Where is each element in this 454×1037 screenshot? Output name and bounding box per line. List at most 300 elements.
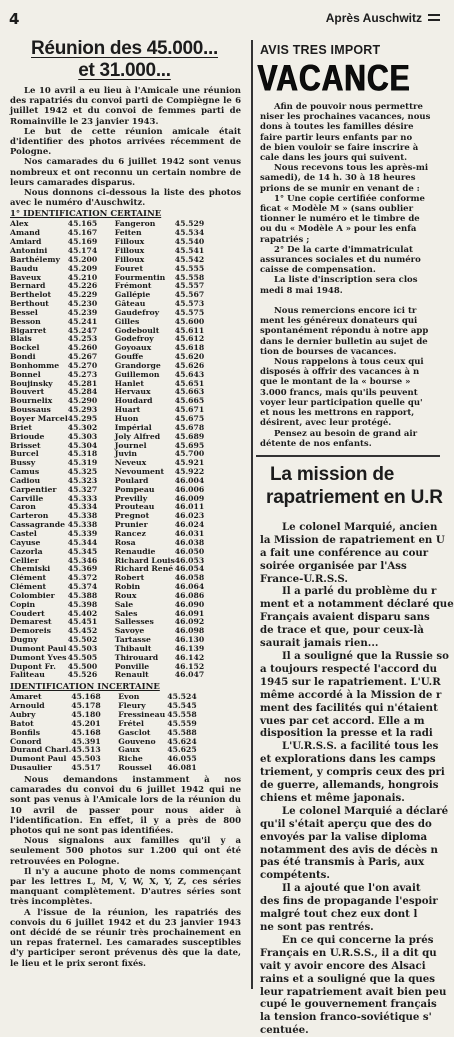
person-name: Fouret (114, 263, 143, 273)
person-name: Bonnel (10, 369, 41, 379)
auschwitz-number: 45.323 (67, 475, 98, 485)
auschwitz-number: 45.663 (174, 387, 205, 397)
auschwitz-number: 45.168 (71, 727, 101, 737)
intro-paragraph-1: Le 10 avril a eu lieu à l'Amicale une réunion des rapatriés du convoi parti de Compiègne le 6 juillet 1942 et du convoi de femmes parti de Romainville le 23 janvier 1943. (10, 86, 241, 127)
auschwitz-number: 45.524 (167, 692, 197, 702)
text-line: Nous rappelons à tous ceux qui (274, 357, 424, 368)
person-name: Bernard (10, 281, 46, 291)
text-line: assurances sociales et du numéro (260, 255, 421, 266)
auschwitz-number: 45.304 (67, 440, 98, 450)
auschwitz-number: 46.038 (174, 537, 205, 547)
text-line: Il a ajouté que l'on avait (282, 882, 421, 895)
person-name: Dumont Paul (10, 643, 67, 653)
notice-title: AVIS TRES IMPORT (260, 43, 381, 57)
auschwitz-number: 46.023 (174, 511, 205, 521)
person-name: Savoye (114, 626, 145, 636)
person-name: Gilles (114, 316, 140, 326)
intro-paragraph-3: Nos camarades du 6 juillet 1942 sont venus nombreux et ont reconnu un certain nombre de leurs camarades disparus. (10, 157, 241, 188)
person-name: Arnould (10, 701, 45, 711)
auschwitz-number: 45.671 (174, 405, 205, 415)
article-title-line2: et 31.000... (78, 60, 171, 81)
auschwitz-number: 45.612 (174, 334, 205, 344)
auschwitz-number: 45.253 (67, 334, 98, 344)
auschwitz-number: 45.559 (167, 718, 197, 728)
auschwitz-number: 45.180 (71, 710, 101, 719)
running-title: Après Auschwitz (325, 11, 422, 25)
auschwitz-number: 45.338 (67, 511, 98, 521)
person-name: Dusaulier (10, 763, 52, 773)
text-line: détente de nos enfants. (260, 438, 372, 449)
auschwitz-number: 45.333 (67, 493, 98, 503)
auschwitz-number: 46.098 (174, 626, 205, 636)
auschwitz-number: 45.451 (67, 617, 98, 627)
vacances-banner: VACANCE (257, 58, 411, 100)
person-name: Boussaus (10, 405, 51, 415)
person-name: Copin (10, 599, 36, 609)
auschwitz-number: 45.165 (67, 219, 98, 229)
text-line: et nous les mettrons en rapport, (260, 408, 415, 419)
person-name: Brioude (10, 431, 45, 441)
auschwitz-number: 45.168 (71, 692, 101, 702)
auschwitz-number: 46.152 (174, 661, 205, 671)
person-name: Batot (10, 718, 34, 728)
person-name: Feiten (114, 228, 142, 238)
auschwitz-number: 45.651 (174, 378, 205, 388)
header-rule (428, 14, 440, 21)
person-name: Robert (114, 573, 145, 583)
auschwitz-number: 45.675 (174, 414, 205, 423)
auschwitz-number: 45.339 (67, 528, 98, 538)
auschwitz-number: 46.050 (174, 546, 205, 556)
person-name: Amaret (10, 692, 42, 702)
person-name: Grandorge (114, 360, 161, 370)
person-name: Sales (114, 608, 138, 618)
person-name: Cadiou (10, 475, 41, 485)
person-name: Previlly (114, 493, 148, 503)
text-line (256, 296, 440, 306)
auschwitz-number: 45.588 (167, 727, 197, 737)
auschwitz-number: 46.092 (174, 617, 205, 627)
person-name: Bondi (10, 352, 36, 362)
text-line: L'U.R.S.S. a facilité tous les (282, 740, 439, 753)
auschwitz-number: 45.209 (67, 263, 98, 273)
auschwitz-number: 46.090 (174, 599, 205, 609)
text-line: rains et a souligné que la ques (260, 972, 435, 985)
auschwitz-number: 45.230 (67, 299, 98, 309)
auschwitz-number: 45.575 (174, 307, 205, 317)
person-name: Gâteau (114, 299, 146, 309)
auschwitz-number: 45.567 (174, 290, 205, 300)
auschwitz-number: 45.229 (67, 290, 98, 300)
text-line: vues par cet accord. Elle a m (260, 714, 425, 727)
auschwitz-number: 45.452 (67, 626, 98, 636)
text-line: ment les généreux donateurs qui (260, 316, 418, 327)
person-name: Evon (118, 692, 140, 702)
person-name: Rosa (114, 537, 136, 547)
person-name: Renault (114, 670, 149, 680)
person-name: Amand (10, 228, 41, 238)
text-line: spontanément répondu à notre app (260, 326, 429, 337)
person-name: Thirouard (114, 652, 159, 662)
person-name: Chemiski (10, 564, 51, 574)
text-line: leur rapatriement avait bien peu (260, 985, 447, 998)
closing-paragraph-4: A l'issue de la réunion, les rapatriés des convois du 6 juillet 1942 et du 23 janvier 1943 ont décidé de se réunir très prochainement en un repas fraternel. Les camarades susceptibles d'y participer seront prévenus dès que la date, le lieu et le prix seront fixés. (10, 907, 241, 969)
person-name: Castel (10, 528, 37, 538)
person-name: Rancez (114, 528, 146, 538)
text-line: Français en U.R.S.S., il a dit qu (260, 946, 437, 959)
person-name: Burcel (10, 449, 39, 459)
text-line: tion de bourses de vacances. (260, 346, 397, 357)
auschwitz-number: 45.529 (174, 219, 205, 229)
auschwitz-number: 46.024 (174, 520, 205, 530)
person-name: Pompeau (114, 484, 155, 494)
person-name: Fourmentin (114, 272, 166, 282)
text-line: 2° De la carte d'immatriculat (274, 244, 413, 255)
person-name: Carville (10, 493, 44, 503)
person-name: Thibault (114, 643, 152, 653)
person-name: Conord (10, 736, 42, 746)
auschwitz-number: 45.346 (67, 555, 98, 565)
auschwitz-number: 45.273 (67, 369, 98, 379)
person-name: Brisset (10, 440, 41, 450)
auschwitz-number: 46.053 (174, 555, 205, 565)
auschwitz-number: 45.503 (71, 754, 101, 764)
auschwitz-number: 45.526 (67, 670, 98, 680)
auschwitz-number: 46.130 (174, 635, 205, 645)
person-name: Berthelot (10, 290, 52, 300)
auschwitz-number: 46.054 (174, 564, 205, 574)
person-name: Roux (114, 590, 137, 600)
text-line: la Mission de rapatriement en U (260, 533, 445, 546)
text-line: ment et a notamment déclaré que (260, 598, 454, 611)
person-name: Carpentier (10, 484, 57, 494)
closing-paragraph-2: Nous signalons aux familles qu'il y a seulement 500 photos sur 1.200 qui ont été retrouvées en Pologne. (10, 836, 241, 867)
auschwitz-number: 45.700 (174, 449, 205, 459)
table-row (10, 764, 214, 773)
auschwitz-number: 45.665 (174, 396, 205, 406)
text-line: disposition la presse et la radi (260, 727, 433, 740)
person-name: Nevoument (114, 467, 165, 477)
person-name: Impérial (114, 422, 152, 432)
auschwitz-number: 45.303 (67, 431, 98, 441)
person-name: Godefroy (114, 334, 154, 344)
auschwitz-number: 45.398 (67, 599, 98, 609)
auschwitz-number: 46.058 (174, 573, 205, 583)
auschwitz-number: 45.541 (174, 245, 205, 255)
auschwitz-number: 45.293 (67, 405, 98, 415)
auschwitz-number: 45.281 (67, 378, 98, 388)
person-name: Robin (114, 582, 141, 592)
auschwitz-number: 45.319 (67, 458, 98, 468)
auschwitz-number: 45.290 (67, 396, 98, 406)
auschwitz-number: 46.006 (174, 484, 205, 494)
person-name: Prunier (114, 520, 148, 530)
auschwitz-number: 45.372 (67, 573, 98, 583)
person-name: Joly Alfred (114, 431, 161, 441)
person-name: Demarest (10, 617, 52, 627)
auschwitz-number: 45.260 (67, 343, 98, 353)
person-name: Boyer Marcel (10, 414, 68, 423)
auschwitz-number: 45.334 (67, 502, 98, 512)
person-name: Bessel (10, 307, 38, 317)
auschwitz-number: 45.270 (67, 360, 98, 370)
auschwitz-number: 45.338 (67, 520, 98, 530)
auschwitz-number: 45.555 (174, 263, 205, 273)
auschwitz-number: 45.210 (67, 272, 98, 282)
text-line: désirent, avec leur protégé. (260, 418, 392, 429)
auschwitz-number: 45.643 (174, 369, 205, 379)
person-name: Briet (10, 422, 32, 432)
person-name: Houdard (114, 396, 153, 406)
right-column (256, 38, 454, 1037)
auschwitz-number: 45.284 (67, 387, 98, 397)
text-line: dons à toutes les familles désire (260, 122, 414, 133)
text-line: soirée organisée par l'Ass (260, 559, 407, 572)
text-line: La liste d'inscription sera clos (274, 275, 418, 286)
text-line: Le colonel Marquié, ancien (282, 520, 438, 533)
person-name: Blais (10, 334, 32, 344)
auschwitz-number: 45.503 (67, 643, 98, 653)
person-name: Dumont Yves (10, 652, 67, 662)
auschwitz-number: 45.325 (67, 467, 98, 477)
text-line: vait y avoir encore des Alsaci (260, 959, 426, 972)
person-name: Fleury (118, 701, 146, 711)
text-line: Il a parlé du problème du r (282, 585, 437, 598)
text-line: 3.000 francs, mais qu'ils peuvent (260, 387, 418, 398)
auschwitz-number: 45.922 (174, 467, 205, 477)
person-name: Sallesses (114, 617, 154, 627)
text-line: Le colonel Marquié a déclaré (282, 804, 449, 817)
text-line: Il a souligné que la Russie so (282, 649, 449, 662)
text-line: de trace et que, pour ceux-là (260, 624, 424, 637)
person-name: Aubry (10, 710, 36, 719)
person-name: Fangeron (114, 219, 156, 229)
auschwitz-number: 46.009 (174, 493, 205, 503)
person-name: Amiard (10, 237, 42, 247)
auschwitz-number: 46.091 (174, 608, 205, 618)
auschwitz-number: 45.178 (71, 701, 101, 711)
person-name: Gaudefroy (114, 307, 160, 317)
auschwitz-number: 46.004 (174, 475, 205, 485)
person-name: Gasclot (118, 727, 151, 737)
auschwitz-number: 45.200 (67, 254, 98, 264)
person-name: Gallépie (114, 290, 151, 300)
table-row (10, 671, 222, 680)
auschwitz-number: 45.345 (67, 546, 98, 556)
auschwitz-number: 45.239 (67, 307, 98, 317)
text-line: pas été transmis à Paris, aux (260, 856, 425, 869)
auschwitz-number: 45.174 (67, 245, 98, 255)
auschwitz-number: 45.226 (67, 281, 98, 291)
person-name: Fressineau (118, 710, 166, 719)
text-line: prions de se munir en venant de : (260, 183, 420, 194)
text-line: a toujours respecté l'accord du (260, 662, 438, 675)
person-name: Clément (10, 573, 47, 583)
person-name: Bouvert (10, 387, 45, 397)
auschwitz-number: 45.327 (67, 484, 98, 494)
article-title-line1: Réunion des 45.000... (31, 38, 218, 59)
person-name: Neveux (114, 458, 147, 468)
mission-text (256, 520, 454, 1037)
text-line: ficat « Modèle M » (sans oublier (260, 204, 414, 215)
auschwitz-number: 45.318 (67, 449, 98, 459)
person-name: Poulard (114, 475, 149, 485)
person-name: Pregnot (114, 511, 150, 521)
auschwitz-number: 45.500 (67, 661, 98, 671)
auschwitz-number: 45.295 (67, 414, 98, 423)
person-name: Filloux (114, 245, 145, 255)
person-name: Dupont Fr. (10, 661, 56, 671)
text-line: qu'il s'était aperçu que des do (260, 817, 432, 830)
person-name: Renaudie (114, 546, 156, 556)
text-line: ne sont pas rentrés. (260, 921, 374, 933)
person-name: Camus (10, 467, 40, 477)
table-incertain (10, 693, 214, 773)
text-line: Nous recevons tous les après-mi (274, 163, 429, 174)
person-name: Gaux (118, 745, 140, 755)
text-line: la tension franco-soviétique s' (260, 1011, 432, 1024)
text-line: 1945 sur le rapatriement. L'U.R (260, 675, 441, 688)
text-line: rapatriés ; (260, 234, 310, 245)
auschwitz-number: 46.055 (167, 754, 197, 764)
person-name: Hanlet (114, 378, 144, 388)
text-line: compétents. (260, 869, 330, 882)
person-name: Baveux (10, 272, 42, 282)
text-line: tionner le numéro et le timbre de (260, 214, 420, 225)
column-divider (251, 40, 253, 989)
text-line: medi 8 mai 1948. (260, 285, 343, 296)
text-line: triement, y compris ceux des pri (260, 766, 445, 779)
person-name: Alex (10, 219, 29, 229)
text-line: Français avaient disparu sans (260, 611, 430, 624)
text-line: voyer leur participation quelle qu' (260, 397, 423, 408)
auschwitz-number: 46.081 (167, 763, 197, 773)
person-name: Goyoaux (114, 343, 152, 353)
person-name: Antonini (10, 245, 48, 255)
auschwitz-number: 45.267 (67, 352, 98, 362)
auschwitz-number: 45.620 (174, 352, 205, 362)
text-line: et explorations dans les camps (260, 753, 436, 766)
person-name: Dugny (10, 635, 38, 645)
text-line: notamment des avis de décès n (260, 843, 438, 856)
mission-title-line2: rapatriement en U.R (266, 486, 443, 508)
person-name: Boujinsky (10, 378, 53, 388)
auschwitz-number: 45.921 (174, 458, 205, 468)
closing-paragraph-1: Nous demandons instamment à nos camarades du convoi du 6 juillet 1942 qui ne sont pas venus à l'Amicale lors de la réunion du 10 avril de passer pour nous aider à l'identification. En effet, il y a près de 800 photos qui ne sont pas identifiées. (10, 774, 241, 836)
text-line: a fait une conférence au cour (260, 546, 429, 559)
person-name: Journel (114, 440, 147, 450)
person-name: Carteron (10, 511, 49, 521)
text-line: 1° Une copie certifiée conforme (274, 193, 425, 204)
auschwitz-number: 46.011 (174, 502, 205, 512)
vacances-text (256, 102, 440, 449)
person-name: Berthout (10, 299, 49, 309)
auschwitz-number: 46.031 (174, 528, 205, 538)
text-line: samedi), de 14 h. 30 à 18 heures (260, 173, 416, 184)
person-name: Faliteau (10, 670, 45, 680)
text-line: de guerre, allemands, hongrois (260, 779, 439, 792)
text-line: cupé le gouvernement français (260, 998, 437, 1011)
auschwitz-number: 45.626 (174, 360, 205, 370)
person-name: Huart (114, 405, 141, 415)
auschwitz-number: 45.374 (67, 582, 98, 592)
person-name: Filloux (114, 237, 145, 247)
auschwitz-number: 45.557 (174, 281, 205, 291)
text-line: caisse de compensation. (260, 265, 376, 276)
auschwitz-number: 45.402 (67, 608, 98, 618)
auschwitz-number: 45.618 (174, 343, 205, 353)
page-number: 4 (9, 10, 20, 28)
text-line: Afin de pouvoir nous permettre (274, 102, 423, 112)
person-name: Caron (10, 502, 36, 512)
auschwitz-number: 45.169 (67, 237, 98, 247)
person-name: Baudu (10, 263, 39, 273)
auschwitz-number: 45.517 (71, 763, 101, 773)
person-name: Besson (10, 316, 41, 326)
text-line: de bien vouloir se faire inscrire à (260, 142, 419, 153)
person-name: Sale (114, 599, 134, 609)
person-name: Cayuse (10, 537, 41, 547)
auschwitz-number: 45.534 (174, 228, 205, 238)
auschwitz-number: 45.558 (167, 710, 197, 719)
closing-paragraph-3: Il n'y a aucune photo de noms commençant par les lettres L, M, V, W, X, Y, Z, ces séries manquant complètement. D'autres séries sont très incomplètes. (10, 866, 241, 908)
person-name: Bonfils (10, 727, 41, 737)
auschwitz-number: 46.086 (174, 590, 205, 600)
text-line: dans le dernier bulletin au sujet de (260, 336, 428, 347)
auschwitz-number: 45.167 (67, 228, 98, 238)
table-certain (10, 220, 222, 680)
person-name: Gouffe (114, 352, 144, 362)
auschwitz-number: 46.142 (174, 652, 205, 662)
intro-paragraph-4: Nous donnons ci-dessous la liste des photos avec le numéro d'Auschwitz. (10, 188, 241, 209)
person-name: Roussel (118, 763, 152, 773)
auschwitz-number: 46.139 (174, 643, 205, 653)
text-line: ment des facilités qui n'étaient (260, 701, 438, 714)
person-name: Richard Louis (114, 555, 175, 565)
auschwitz-number: 45.611 (174, 325, 205, 335)
person-name: Bournelix (10, 396, 53, 406)
mission-title-line1: La mission de (270, 463, 395, 485)
text-line: malgré tout chez eux dont l (260, 908, 418, 921)
auschwitz-number: 45.344 (67, 537, 98, 547)
auschwitz-number: 45.695 (174, 440, 205, 450)
text-line: des fins de propagande l'espoir (260, 895, 438, 908)
auschwitz-number: 45.573 (174, 299, 205, 309)
text-line: cale dans les jours qui suivent. (260, 153, 408, 164)
auschwitz-number: 45.502 (67, 635, 98, 645)
intro-paragraph-2: Le but de cette réunion amicale était d'identifier des photos arrivées récemment de Pologne. (10, 126, 241, 158)
auschwitz-number: 45.545 (167, 701, 197, 711)
auschwitz-number: 45.505 (67, 652, 98, 662)
person-name: Filloux (114, 254, 145, 264)
person-name: Clément (10, 582, 47, 592)
person-name: Huon (114, 414, 139, 423)
auschwitz-number: 45.247 (67, 325, 98, 335)
auschwitz-number: 45.391 (71, 736, 101, 746)
text-line: France-U.R.S.S. (260, 572, 348, 585)
person-name: Hervaux (114, 387, 151, 397)
text-line: chiens et même japonais. (260, 791, 405, 804)
person-name: Bockel (10, 343, 40, 353)
person-name: Barthélemy (10, 254, 60, 264)
text-line: Nous remercions encore ici tr (274, 306, 417, 317)
auschwitz-number: 46.064 (174, 582, 205, 592)
text-line: disposés à offrir des vacances à n (260, 367, 420, 378)
person-name: Cellier (10, 555, 39, 565)
person-name: Colombier (10, 590, 55, 600)
text-line: niser les prochaines vacances, nous (260, 112, 431, 123)
person-name: Juvin (114, 449, 137, 459)
